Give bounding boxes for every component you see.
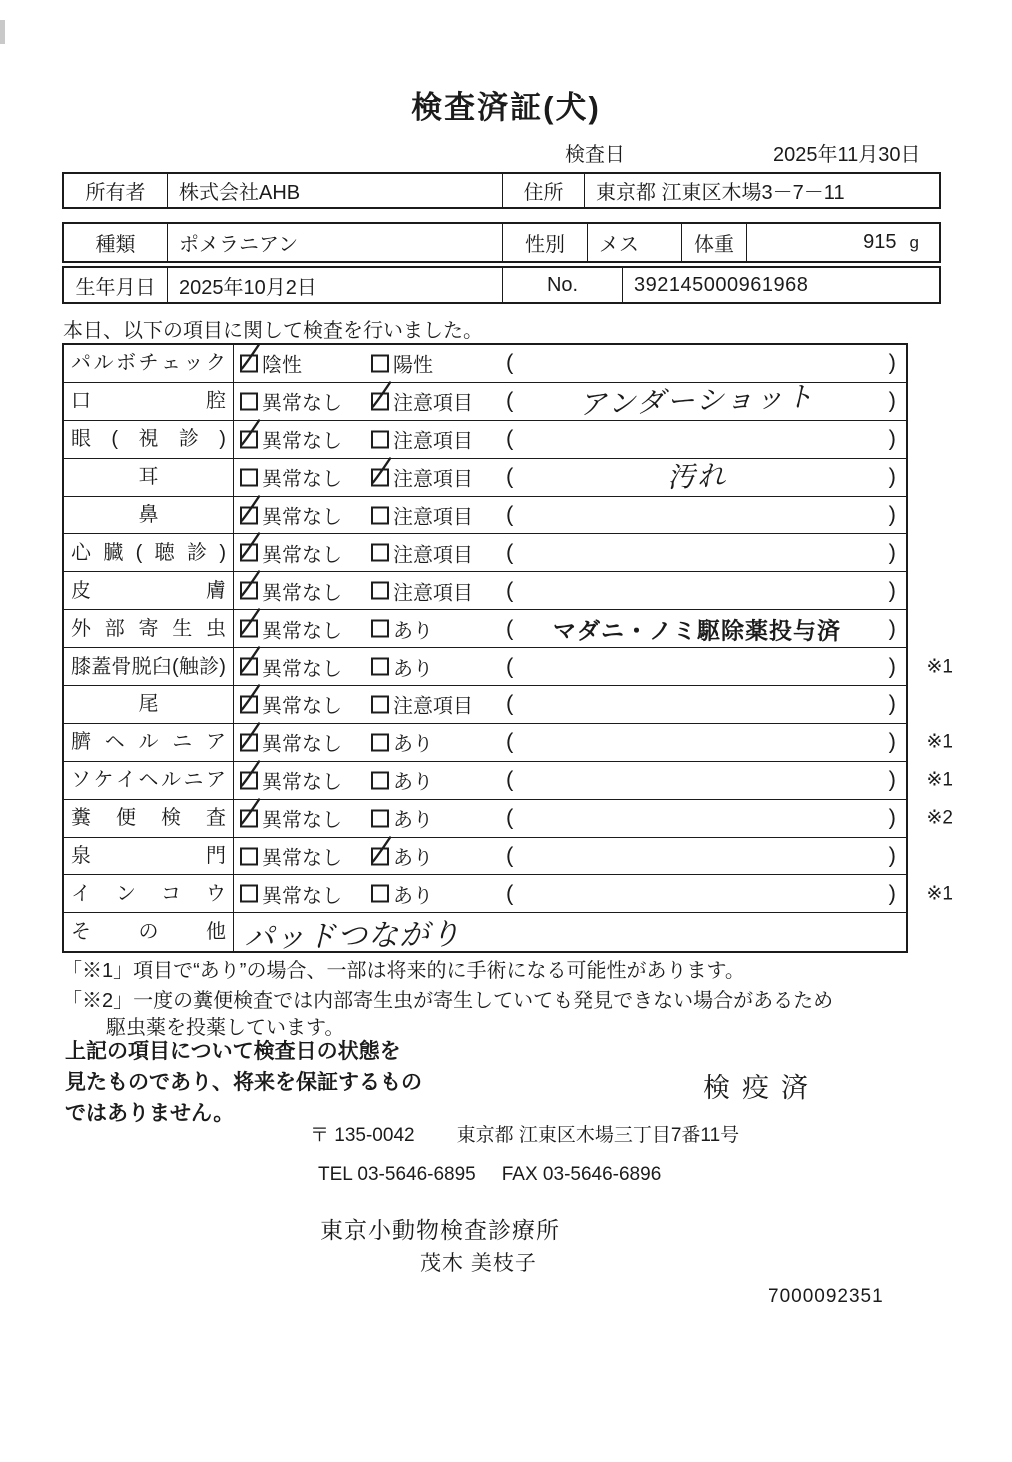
checkbox-option-1 <box>240 658 258 676</box>
option-2-label: 注意項目 <box>393 392 473 415</box>
checkbox-option-1 <box>240 468 258 486</box>
row-label: 尾 <box>138 693 159 716</box>
paren-close: ) <box>888 387 896 413</box>
inspection-date-value: 2025年11月30日 <box>773 144 921 166</box>
paren-open: ( <box>506 653 514 679</box>
row-note: ※1 <box>926 883 953 905</box>
checkbox-option-2 <box>371 354 389 372</box>
option-2-label: あり <box>393 847 433 870</box>
row-label: 糞 便 検 査 <box>71 807 226 830</box>
table-row <box>64 610 906 648</box>
table-row <box>64 875 953 913</box>
paren-close: ) <box>888 842 896 868</box>
option-1-label: 陰性 <box>262 354 302 377</box>
option-2 <box>371 652 433 681</box>
option-1-label: 異常なし <box>262 620 342 643</box>
check-mark-icon <box>239 796 261 826</box>
paren-open: ( <box>506 463 514 489</box>
owner-value: 株式会社AHB <box>167 174 502 207</box>
postal-code: 〒 135-0042 <box>310 1125 415 1146</box>
checkbox-option-2 <box>371 620 389 638</box>
option-2 <box>371 728 433 757</box>
option-2 <box>371 804 433 833</box>
paren-open: ( <box>506 842 514 868</box>
footnote-2-line-1: 「※2」一度の糞便検査では内部寄生虫が寄生していても発見できない場合があるため <box>62 990 834 1012</box>
paren-open: ( <box>506 728 514 754</box>
table-row <box>64 762 953 800</box>
option-1 <box>240 690 342 719</box>
breed-info-row <box>62 222 941 263</box>
option-1 <box>240 842 342 871</box>
option-2-label: 注意項目 <box>393 582 473 605</box>
paren-close: ) <box>888 349 896 375</box>
footnote-2-line-2: 駆虫薬を投薬しています。 <box>106 1017 345 1039</box>
sex-value: メス <box>587 224 681 261</box>
finding-text: アンダーショット <box>578 381 816 421</box>
check-mark-icon <box>239 341 261 371</box>
option-1 <box>240 576 342 605</box>
option-1 <box>240 804 342 833</box>
checkbox-option-1 <box>240 771 258 789</box>
option-1-label: 異常なし <box>262 468 342 491</box>
paren-close: ) <box>888 880 896 906</box>
option-1-label: 異常なし <box>262 658 342 681</box>
checkbox-option-2 <box>371 733 389 751</box>
option-2-label: 注意項目 <box>393 544 473 567</box>
option-2-label: 注意項目 <box>393 468 473 491</box>
paren-close: ) <box>888 501 896 527</box>
table-row <box>64 497 906 535</box>
row-note: ※2 <box>926 807 953 829</box>
serial-number: 7000092351 <box>768 1286 884 1307</box>
table-row <box>64 686 906 724</box>
option-2 <box>371 425 473 454</box>
paren-close: ) <box>888 766 896 792</box>
weight-label: 体重 <box>681 224 746 261</box>
row-label: 外 部 寄 生 虫 <box>71 617 226 640</box>
finding-text: マダニ・ノミ駆除薬投与済 <box>553 617 841 644</box>
option-1 <box>240 349 302 378</box>
check-mark-icon <box>370 834 392 864</box>
table-row <box>64 572 906 610</box>
option-2-label: あり <box>393 658 433 681</box>
paren-open: ( <box>506 577 514 603</box>
row-note: ※1 <box>926 656 953 678</box>
contact-line <box>318 1164 661 1186</box>
option-2 <box>371 614 433 643</box>
check-mark-icon <box>239 493 261 523</box>
check-mark-icon <box>239 758 261 788</box>
row-label: イ ン コ ウ <box>71 882 226 905</box>
option-1-label: 異常なし <box>262 392 342 415</box>
sex-label: 性別 <box>502 224 587 261</box>
option-1 <box>240 387 342 416</box>
option-1-label: 異常なし <box>262 506 342 529</box>
paren-close: ) <box>888 615 896 641</box>
examiner-name: 茂木 美枝子 <box>420 1252 537 1275</box>
option-2 <box>371 766 433 795</box>
weight-unit: g <box>909 232 919 252</box>
paren-close: ) <box>888 577 896 603</box>
owner-info-row <box>62 172 941 209</box>
paren-open: ( <box>506 880 514 906</box>
option-2-label: 注意項目 <box>393 430 473 453</box>
paren-close: ) <box>888 653 896 679</box>
number-value: 392145000961968 <box>622 268 939 302</box>
table-row <box>64 724 953 762</box>
checkbox-option-2 <box>371 392 389 410</box>
row-note: ※1 <box>926 769 953 791</box>
paren-open: ( <box>506 501 514 527</box>
option-2 <box>371 501 473 530</box>
option-2-label: 注意項目 <box>393 506 473 529</box>
option-1 <box>240 652 342 681</box>
paren-close: ) <box>888 539 896 565</box>
paren-open: ( <box>506 539 514 565</box>
checkbox-option-2 <box>371 468 389 486</box>
check-mark-icon <box>239 645 261 675</box>
paren-open: ( <box>506 349 514 375</box>
row-label: 耳 <box>138 466 159 489</box>
checkbox-option-1 <box>240 544 258 562</box>
table-row <box>64 800 953 838</box>
row-label: 臍 ヘ ル ニ ア <box>71 731 226 754</box>
table-row <box>64 913 906 956</box>
option-1 <box>240 463 342 492</box>
table-row <box>64 838 906 876</box>
clinic-name: 東京小動物検査診療所 <box>320 1217 560 1243</box>
checkbox-option-1 <box>240 847 258 865</box>
paren-open: ( <box>506 690 514 716</box>
option-1-label: 異常なし <box>262 695 342 718</box>
check-mark-icon <box>370 455 392 485</box>
checkbox-option-2 <box>371 544 389 562</box>
row-label: 鼻 <box>138 504 159 526</box>
option-1-label: 異常なし <box>262 582 342 605</box>
checkbox-option-2 <box>371 506 389 524</box>
option-1 <box>240 728 342 757</box>
scan-edge-artifact <box>0 20 5 44</box>
paren-open: ( <box>506 615 514 641</box>
paren-open: ( <box>506 425 514 451</box>
intro-sentence: 本日、以下の項目に関して検査を行いました。 <box>63 320 483 342</box>
option-2 <box>371 576 473 605</box>
option-2 <box>371 879 433 908</box>
option-2 <box>371 690 473 719</box>
paren-close: ) <box>888 690 896 716</box>
option-2-label: 注意項目 <box>393 695 473 718</box>
row-label: パ ル ボ チ ェ ッ ク <box>71 352 226 375</box>
address-label: 住所 <box>502 174 584 207</box>
footnote-1: 「※1」項目で“あり”の場合、一部は将来的に手術になる可能性があります。 <box>62 960 745 982</box>
option-2-label: あり <box>393 620 433 643</box>
owner-label: 所有者 <box>85 182 146 204</box>
weight-value: 915 <box>863 231 897 253</box>
row-label: 泉 門 <box>71 845 226 868</box>
checkbox-option-1 <box>240 809 258 827</box>
checkbox-option-2 <box>371 658 389 676</box>
clinic-address: 東京都 江東区木場三丁目7番11号 <box>456 1125 740 1146</box>
checkbox-option-2 <box>371 430 389 448</box>
checkbox-option-1 <box>240 354 258 372</box>
option-2 <box>371 842 433 871</box>
address-value: 東京都 江東区木場3－7－11 <box>584 174 939 207</box>
page-title: 検査済証(犬) <box>411 90 601 125</box>
paren-close: ) <box>888 463 896 489</box>
row-note: ※1 <box>926 731 953 753</box>
paren-open: ( <box>506 804 514 830</box>
check-mark-icon <box>239 720 261 750</box>
row-label: ソ ケ イ ヘ ル ニ ア <box>71 769 226 792</box>
disclaimer-text <box>65 1036 422 1129</box>
checkbox-option-1 <box>240 733 258 751</box>
paren-close: ) <box>888 728 896 754</box>
option-1 <box>240 425 342 454</box>
check-mark-icon <box>370 379 392 409</box>
checkbox-option-2 <box>371 695 389 713</box>
option-1-label: 異常なし <box>262 809 342 832</box>
row-label: そ の 他 <box>71 921 226 944</box>
row-label: 心 臓 ( 聴 診 ) <box>71 541 226 564</box>
option-2-label: あり <box>393 771 433 794</box>
birth-info-row <box>62 266 941 304</box>
option-2 <box>371 463 473 492</box>
row-label: 皮 膚 <box>71 579 226 602</box>
weight-cell <box>746 224 939 261</box>
inspection-date-label: 検査日 <box>565 144 625 166</box>
option-1 <box>240 766 342 795</box>
option-1 <box>240 614 342 643</box>
paren-close: ) <box>888 425 896 451</box>
number-label: No. <box>502 268 622 302</box>
row-label: 膝 蓋 骨 脱 臼 ( 触 診 ) <box>71 655 226 678</box>
birth-date-label: 生年月日 <box>75 276 156 299</box>
finding-text: 汚れ <box>666 460 728 494</box>
check-mark-icon <box>239 531 261 561</box>
option-2 <box>371 538 473 567</box>
option-2-label: あり <box>393 885 433 908</box>
option-1 <box>240 501 342 530</box>
check-mark-icon <box>239 417 261 447</box>
option-2 <box>371 349 433 378</box>
breed-value: ポメラニアン <box>167 224 502 261</box>
option-1-label: 異常なし <box>262 733 342 756</box>
breed-label: 種類 <box>95 234 136 256</box>
table-row <box>64 383 906 421</box>
checkbox-option-2 <box>371 885 389 903</box>
tel-number: TEL 03-5646-6895 <box>318 1164 476 1185</box>
handwritten-free-text: パッドつながり <box>243 918 462 956</box>
paren-open: ( <box>506 766 514 792</box>
check-mark-icon <box>239 569 261 599</box>
fax-number: FAX 03-5646-6896 <box>501 1164 662 1185</box>
examination-table <box>62 343 953 956</box>
option-2-label: 陽性 <box>393 354 433 377</box>
checkbox-option-1 <box>240 582 258 600</box>
option-1 <box>240 879 342 908</box>
option-1 <box>240 538 342 567</box>
checkbox-option-1 <box>240 885 258 903</box>
checkbox-option-1 <box>240 506 258 524</box>
checkbox-option-2 <box>371 582 389 600</box>
option-2-label: あり <box>393 733 433 756</box>
option-2 <box>371 387 473 416</box>
clinic-address-line <box>310 1120 739 1147</box>
paren-open: ( <box>506 387 514 413</box>
disclaimer-line-1: 上記の項目について検査日の状態を <box>65 1040 401 1063</box>
row-label: 眼 ( 視 診 ) <box>71 428 226 451</box>
checkbox-option-1 <box>240 430 258 448</box>
disclaimer-line-3: ではありません。 <box>65 1102 235 1125</box>
check-mark-icon <box>239 607 261 637</box>
paren-close: ) <box>888 804 896 830</box>
row-label: 口 腔 <box>71 390 226 413</box>
option-1-label: 異常なし <box>262 430 342 453</box>
checkbox-option-1 <box>240 392 258 410</box>
option-1-label: 異常なし <box>262 885 342 908</box>
checkbox-option-2 <box>371 847 389 865</box>
checkbox-option-1 <box>240 695 258 713</box>
quarantine-passed-stamp: 検疫済 <box>703 1073 820 1103</box>
checkbox-option-2 <box>371 771 389 789</box>
birth-date-value: 2025年10月2日 <box>167 268 502 302</box>
table-row <box>64 648 953 686</box>
table-row <box>64 534 906 572</box>
checkbox-option-1 <box>240 620 258 638</box>
option-1-label: 異常なし <box>262 847 342 870</box>
disclaimer-line-2: 見たものであり、将来を保証するもの <box>65 1071 422 1094</box>
option-1-label: 異常なし <box>262 544 342 567</box>
table-row <box>64 459 906 497</box>
option-2-label: あり <box>393 809 433 832</box>
check-mark-icon <box>239 682 261 712</box>
checkbox-option-2 <box>371 809 389 827</box>
option-1-label: 異常なし <box>262 771 342 794</box>
